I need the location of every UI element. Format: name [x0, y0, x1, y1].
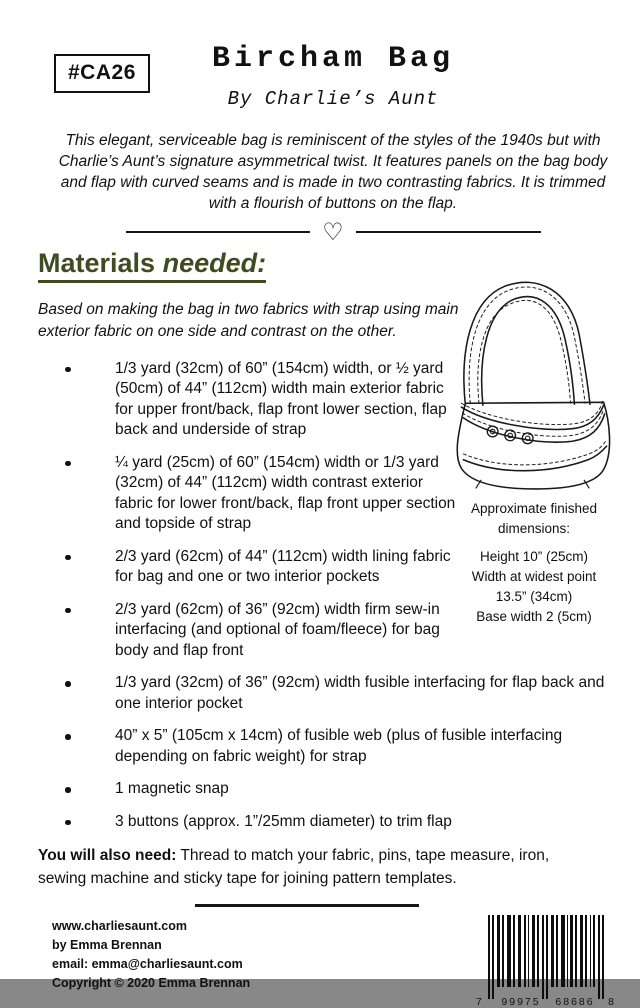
footer-divider — [195, 904, 419, 907]
material-item: 1/3 yard (32cm) of 36” (92cm) width fusible interfacing for flap back and one interior pocket — [38, 673, 628, 714]
intro-paragraph: This elegant, serviceable bag is reminiscent of the styles of the 1940s but with Charlie’s Aunt’s signature asymmetrical twist. It features panels on the bag body and flap with curved seams and is made in two contrasting fabrics. It is trimmed with a flourish of buttons on the flap. — [58, 132, 608, 212]
pattern-number-badge: #CA26 — [54, 54, 150, 93]
dimension-width-label: Width at widest point — [471, 569, 597, 584]
also-need-label: You will also need: — [38, 847, 177, 865]
right-column — [440, 257, 628, 627]
materials-heading-colon: : — [257, 248, 267, 278]
barcode-digit-group1: 99975 — [501, 995, 541, 1008]
materials-heading-word: Materials — [38, 248, 156, 278]
barcode-digit-group2: 68686 — [555, 995, 595, 1008]
upc-barcode — [478, 915, 612, 1007]
publisher-copyright: Copyright © 2020 Emma Brennan — [52, 975, 251, 990]
publisher-website: www.charliesaunt.com — [52, 918, 187, 933]
material-item: ¼ yard (25cm) of 60” (154cm) width or 1/3 yard (32cm) of 44” (112cm) width contrast exterior fabric for lower front/back, flap front upper section and topside of strap — [38, 453, 458, 535]
finished-dimensions — [440, 499, 628, 627]
byline: By Charlie’s Aunt — [227, 88, 439, 110]
material-item: 40” x 5” (105cm x 14cm) of fusible web (plus of fusible interfacing depending on fabric weight) for strap — [38, 726, 628, 767]
dimensions-title-line2: dimensions: — [497, 521, 571, 536]
divider-line-right — [356, 231, 541, 233]
also-need-paragraph — [38, 844, 598, 890]
barcode-digit-check: 8 — [608, 995, 614, 1008]
material-item: 2/3 yard (62cm) of 44” (112cm) width lining fabric for bag and one or two interior pockets — [38, 547, 458, 588]
dimensions-title-line1: Approximate finished — [470, 501, 598, 516]
divider-line-left — [126, 231, 311, 233]
barcode-digit-lead: 7 — [476, 995, 482, 1008]
dimension-height: Height 10” (25cm) — [479, 549, 589, 564]
materials-heading — [38, 249, 266, 283]
materials-basis-note: Based on making the bag in two fabrics with strap using main exterior fabric on one side and contrast on the other. — [38, 300, 459, 340]
also-need-text: Thread to match your fabric, pins, tape measure, iron, sewing machine and sticky tape for joining pattern templates. — [38, 847, 550, 888]
dimension-width-value: 13.5” (34cm) — [495, 589, 573, 604]
bag-illustration — [442, 257, 627, 495]
footer — [38, 915, 628, 1007]
materials-section — [38, 249, 628, 832]
page-title: Bircham Bag — [211, 42, 455, 76]
publisher-info — [38, 915, 478, 993]
publisher-author: by Emma Brennan — [52, 937, 162, 952]
dimension-base: Base width 2 (5cm) — [476, 609, 592, 624]
publisher-email: email: emma@charliesaunt.com — [52, 956, 243, 971]
material-item: 1 magnetic snap — [38, 779, 628, 800]
heart-outline-icon: ♡ — [322, 218, 344, 246]
material-item: 1/3 yard (32cm) of 60” (154cm) width, or ½ yard (50cm) of 44” (112cm) width main exterior fabric for upper front/back, flap front lower section, flap back and underside of strap — [38, 359, 458, 441]
material-item: 2/3 yard (62cm) of 36” (92cm) width firm sew-in interfacing (and optional of foam/fleece) for bag body and flap front — [38, 600, 458, 662]
heart-divider — [126, 218, 541, 246]
materials-heading-italic: needed — [162, 248, 258, 278]
material-item: 3 buttons (approx. 1”/25mm diameter) to trim flap — [38, 812, 628, 833]
barcode-bars — [482, 915, 608, 1001]
